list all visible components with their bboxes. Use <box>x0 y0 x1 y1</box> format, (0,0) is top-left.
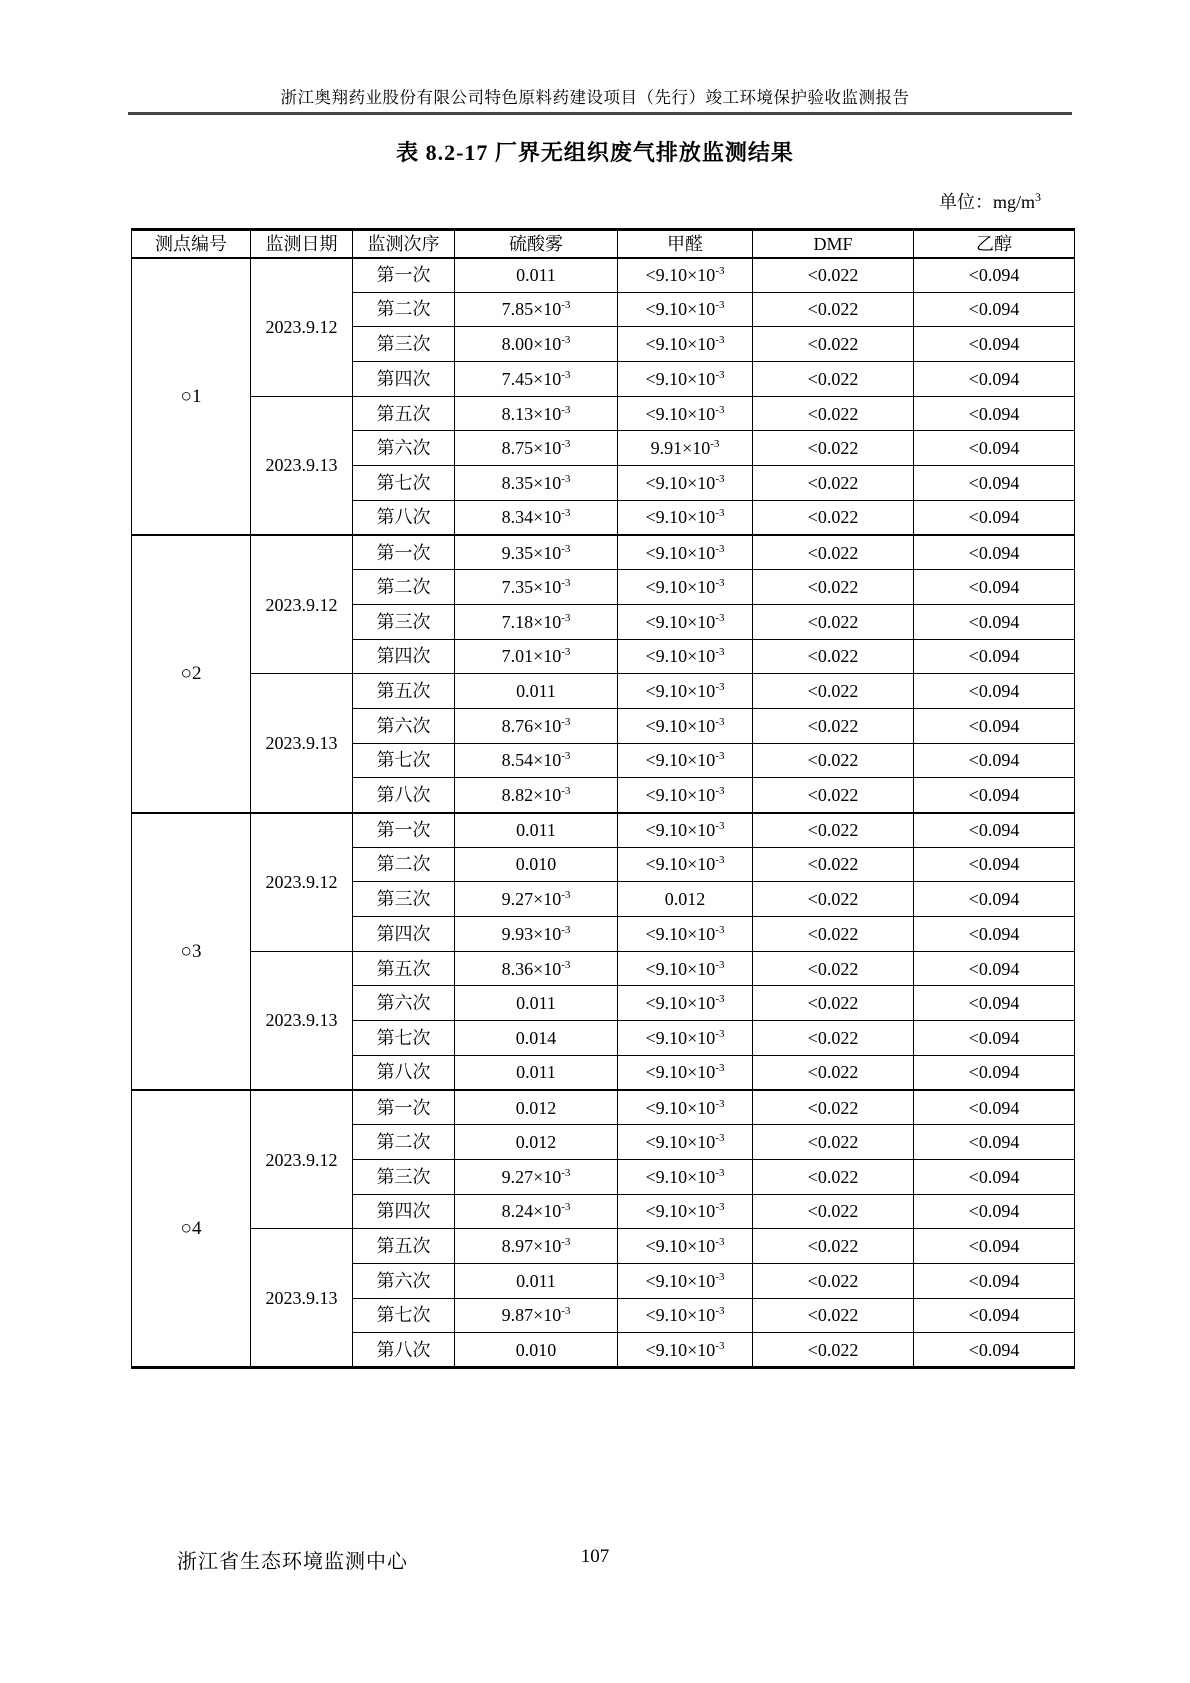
cell-sequence: 第八次 <box>353 1055 455 1090</box>
cell-value: $<9.10\times 10^{-3}$ <box>618 1298 753 1333</box>
cell-value: <0.022 <box>753 882 914 917</box>
cell-value: $7.01\times 10^{-3}$ <box>455 639 618 674</box>
cell-value: 0.011 <box>455 674 618 709</box>
cell-sequence: 第二次 <box>353 292 455 327</box>
cell-value: $<9.10\times 10^{-3}$ <box>618 1194 753 1229</box>
cell-value: $8.35\times 10^{-3}$ <box>455 466 618 501</box>
cell-value: $<9.10\times 10^{-3}$ <box>618 813 753 848</box>
cell-value: <0.022 <box>753 1298 914 1333</box>
cell-value: <0.094 <box>914 1298 1075 1333</box>
cell-sequence: 第五次 <box>353 1229 455 1264</box>
table-row <box>132 813 1075 848</box>
footer-org: 浙江省生态环境监测中心 <box>177 1551 408 1573</box>
cell-point-id: ○2 <box>132 535 251 813</box>
cell-value: <0.022 <box>753 743 914 778</box>
cell-value: $<9.10\times 10^{-3}$ <box>618 1229 753 1264</box>
cell-value: <0.022 <box>753 292 914 327</box>
cell-value: $<9.10\times 10^{-3}$ <box>618 362 753 397</box>
cell-value: <0.094 <box>914 1055 1075 1090</box>
cell-sequence: 第七次 <box>353 1298 455 1333</box>
cell-value: <0.094 <box>914 1125 1075 1160</box>
cell-value: $8.24\times 10^{-3}$ <box>455 1194 618 1229</box>
cell-sequence: 第二次 <box>353 847 455 882</box>
cell-value: <0.022 <box>753 1159 914 1194</box>
cell-value: $<9.10\times 10^{-3}$ <box>618 500 753 535</box>
cell-value: $<9.10\times 10^{-3}$ <box>618 847 753 882</box>
cell-value: $<9.10\times 10^{-3}$ <box>618 1021 753 1056</box>
cell-point-id: ○3 <box>132 813 251 1091</box>
column-header-formaldehyde: 甲醛 <box>618 230 753 258</box>
cell-value: <0.094 <box>914 708 1075 743</box>
cell-value: <0.094 <box>914 813 1075 848</box>
cell-sequence: 第三次 <box>353 1159 455 1194</box>
cell-sequence: 第一次 <box>353 1090 455 1125</box>
cell-value: $<9.10\times 10^{-3}$ <box>618 639 753 674</box>
cell-value: <0.094 <box>914 951 1075 986</box>
cell-point-id: ○1 <box>132 258 251 536</box>
table-row <box>132 951 1075 986</box>
cell-value: $<9.10\times 10^{-3}$ <box>618 1055 753 1090</box>
cell-value: $<9.10\times 10^{-3}$ <box>618 1263 753 1298</box>
cell-sequence: 第四次 <box>353 639 455 674</box>
header-divider <box>128 112 1072 115</box>
cell-point-id: ○4 <box>132 1090 251 1368</box>
cell-value: 0.014 <box>455 1021 618 1056</box>
cell-value: <0.022 <box>753 431 914 466</box>
cell-sequence: 第六次 <box>353 1263 455 1298</box>
cell-value: $8.36\times 10^{-3}$ <box>455 951 618 986</box>
table-row <box>132 258 1075 293</box>
cell-value: <0.094 <box>914 1090 1075 1125</box>
cell-value: $<9.10\times 10^{-3}$ <box>618 674 753 709</box>
cell-date: 2023.9.13 <box>251 1229 353 1368</box>
cell-sequence: 第二次 <box>353 1125 455 1160</box>
table-row <box>132 1090 1075 1125</box>
cell-value: <0.094 <box>914 431 1075 466</box>
cell-value: <0.022 <box>753 327 914 362</box>
cell-sequence: 第六次 <box>353 708 455 743</box>
column-header-sequence: 监测次序 <box>353 230 455 258</box>
cell-value: $9.27\times 10^{-3}$ <box>455 882 618 917</box>
cell-sequence: 第五次 <box>353 396 455 431</box>
cell-value: <0.094 <box>914 292 1075 327</box>
cell-value: $<9.10\times 10^{-3}$ <box>618 292 753 327</box>
cell-value: <0.094 <box>914 743 1075 778</box>
column-header-ethanol: 乙醇 <box>914 230 1075 258</box>
cell-value: $9.27\times 10^{-3}$ <box>455 1159 618 1194</box>
cell-value: <0.094 <box>914 882 1075 917</box>
cell-value: $<9.10\times 10^{-3}$ <box>618 778 753 813</box>
cell-sequence: 第七次 <box>353 1021 455 1056</box>
cell-value: 0.011 <box>455 986 618 1021</box>
cell-value: <0.022 <box>753 1229 914 1264</box>
cell-sequence: 第三次 <box>353 604 455 639</box>
cell-value: $8.75\times 10^{-3}$ <box>455 431 618 466</box>
cell-sequence: 第五次 <box>353 674 455 709</box>
cell-value: <0.094 <box>914 986 1075 1021</box>
table-row <box>132 674 1075 709</box>
cell-value: <0.022 <box>753 986 914 1021</box>
cell-value: <0.022 <box>753 1194 914 1229</box>
cell-value: <0.022 <box>753 1055 914 1090</box>
cell-value: <0.094 <box>914 917 1075 952</box>
cell-value: $<9.10\times 10^{-3}$ <box>618 570 753 605</box>
cell-value: <0.094 <box>914 1021 1075 1056</box>
unit-label: 单位：$mg/m^3$ <box>938 190 1041 212</box>
cell-value: $8.82\times 10^{-3}$ <box>455 778 618 813</box>
page-header: 浙江奥翔药业股份有限公司特色原料药建设项目（先行）竣工环境保护验收监测报告 <box>280 88 910 107</box>
cell-value: $<9.10\times 10^{-3}$ <box>618 708 753 743</box>
cell-value: $7.35\times 10^{-3}$ <box>455 570 618 605</box>
cell-value: <0.094 <box>914 466 1075 501</box>
cell-value: $7.18\times 10^{-3}$ <box>455 604 618 639</box>
cell-value: $9.87\times 10^{-3}$ <box>455 1298 618 1333</box>
cell-value: <0.022 <box>753 604 914 639</box>
cell-value: <0.094 <box>914 674 1075 709</box>
cell-value: <0.094 <box>914 604 1075 639</box>
cell-value: 0.011 <box>455 813 618 848</box>
cell-date: 2023.9.12 <box>251 1090 353 1229</box>
cell-value: $8.54\times 10^{-3}$ <box>455 743 618 778</box>
cell-value: $<9.10\times 10^{-3}$ <box>618 917 753 952</box>
cell-sequence: 第八次 <box>353 1333 455 1368</box>
cell-value: <0.022 <box>753 708 914 743</box>
cell-value: <0.022 <box>753 847 914 882</box>
cell-value: <0.094 <box>914 500 1075 535</box>
cell-value: $<9.10\times 10^{-3}$ <box>618 258 753 293</box>
cell-sequence: 第四次 <box>353 917 455 952</box>
cell-value: $8.76\times 10^{-3}$ <box>455 708 618 743</box>
cell-value: <0.022 <box>753 396 914 431</box>
cell-value: <0.022 <box>753 258 914 293</box>
cell-value: <0.022 <box>753 1263 914 1298</box>
cell-value: <0.094 <box>914 1194 1075 1229</box>
cell-value: <0.094 <box>914 847 1075 882</box>
cell-value: <0.022 <box>753 570 914 605</box>
cell-date: 2023.9.12 <box>251 813 353 952</box>
cell-value: <0.022 <box>753 362 914 397</box>
cell-sequence: 第四次 <box>353 1194 455 1229</box>
cell-value: <0.094 <box>914 1159 1075 1194</box>
cell-sequence: 第三次 <box>353 327 455 362</box>
cell-sequence: 第八次 <box>353 778 455 813</box>
cell-value: <0.022 <box>753 674 914 709</box>
cell-value: $9.35\times 10^{-3}$ <box>455 535 618 570</box>
table-row <box>132 535 1075 570</box>
column-header-date: 监测日期 <box>251 230 353 258</box>
cell-date: 2023.9.12 <box>251 535 353 674</box>
cell-value: <0.022 <box>753 951 914 986</box>
cell-value: $<9.10\times 10^{-3}$ <box>618 743 753 778</box>
cell-value: $8.97\times 10^{-3}$ <box>455 1229 618 1264</box>
cell-value: <0.022 <box>753 813 914 848</box>
cell-value: <0.094 <box>914 778 1075 813</box>
cell-value: 0.011 <box>455 1263 618 1298</box>
cell-value: 0.012 <box>455 1090 618 1125</box>
cell-value: 0.011 <box>455 258 618 293</box>
page-number: 107 <box>580 1546 610 1567</box>
cell-date: 2023.9.13 <box>251 951 353 1090</box>
cell-value: <0.022 <box>753 917 914 952</box>
cell-value: $<9.10\times 10^{-3}$ <box>618 951 753 986</box>
cell-value: <0.022 <box>753 639 914 674</box>
cell-value: 0.012 <box>618 882 753 917</box>
cell-value: $8.13\times 10^{-3}$ <box>455 396 618 431</box>
cell-value: <0.094 <box>914 570 1075 605</box>
cell-sequence: 第一次 <box>353 258 455 293</box>
cell-value: <0.094 <box>914 535 1075 570</box>
cell-value: <0.022 <box>753 535 914 570</box>
column-header-dmf: DMF <box>753 230 914 258</box>
cell-value: $<9.10\times 10^{-3}$ <box>618 1333 753 1368</box>
cell-sequence: 第五次 <box>353 951 455 986</box>
cell-value: $<9.10\times 10^{-3}$ <box>618 327 753 362</box>
table-title: 表 8.2-17 厂界无组织废气排放监测结果 <box>396 140 794 165</box>
cell-value: 0.010 <box>455 1333 618 1368</box>
cell-value: $<9.10\times 10^{-3}$ <box>618 1125 753 1160</box>
cell-value: 0.010 <box>455 847 618 882</box>
cell-value: $9.93\times 10^{-3}$ <box>455 917 618 952</box>
cell-sequence: 第六次 <box>353 986 455 1021</box>
cell-value: 0.012 <box>455 1125 618 1160</box>
cell-value: 0.011 <box>455 1055 618 1090</box>
cell-value: <0.094 <box>914 1229 1075 1264</box>
cell-value: <0.094 <box>914 327 1075 362</box>
cell-value: $9.91\times 10^{-3}$ <box>618 431 753 466</box>
table-header-row <box>132 230 1075 258</box>
cell-sequence: 第一次 <box>353 813 455 848</box>
cell-date: 2023.9.13 <box>251 674 353 813</box>
cell-date: 2023.9.13 <box>251 396 353 535</box>
cell-sequence: 第三次 <box>353 882 455 917</box>
table-row <box>132 396 1075 431</box>
cell-value: <0.022 <box>753 1125 914 1160</box>
cell-value: $<9.10\times 10^{-3}$ <box>618 1159 753 1194</box>
cell-sequence: 第四次 <box>353 362 455 397</box>
cell-sequence: 第二次 <box>353 570 455 605</box>
cell-value: <0.022 <box>753 500 914 535</box>
cell-value: <0.022 <box>753 1090 914 1125</box>
cell-sequence: 第八次 <box>353 500 455 535</box>
cell-sequence: 第一次 <box>353 535 455 570</box>
cell-value: <0.094 <box>914 1263 1075 1298</box>
cell-value: $<9.10\times 10^{-3}$ <box>618 466 753 501</box>
table-body <box>132 258 1075 1368</box>
cell-sequence: 第七次 <box>353 743 455 778</box>
cell-value: $<9.10\times 10^{-3}$ <box>618 396 753 431</box>
cell-value: <0.094 <box>914 639 1075 674</box>
cell-value: <0.022 <box>753 1333 914 1368</box>
cell-value: $<9.10\times 10^{-3}$ <box>618 1090 753 1125</box>
table-row <box>132 1229 1075 1264</box>
cell-date: 2023.9.12 <box>251 258 353 397</box>
cell-value: <0.022 <box>753 466 914 501</box>
cell-value: $<9.10\times 10^{-3}$ <box>618 535 753 570</box>
cell-value: $8.00\times 10^{-3}$ <box>455 327 618 362</box>
cell-value: $8.34\times 10^{-3}$ <box>455 500 618 535</box>
cell-value: <0.094 <box>914 396 1075 431</box>
cell-value: $7.85\times 10^{-3}$ <box>455 292 618 327</box>
column-header-sulfuric-acid-mist: 硫酸雾 <box>455 230 618 258</box>
column-header-point-id: 测点编号 <box>132 230 251 258</box>
cell-value: <0.094 <box>914 258 1075 293</box>
cell-value: $7.45\times 10^{-3}$ <box>455 362 618 397</box>
monitoring-table <box>131 228 1075 1369</box>
cell-sequence: 第六次 <box>353 431 455 466</box>
cell-value: $<9.10\times 10^{-3}$ <box>618 604 753 639</box>
cell-sequence: 第七次 <box>353 466 455 501</box>
cell-value: <0.094 <box>914 1333 1075 1368</box>
cell-value: <0.094 <box>914 362 1075 397</box>
cell-value: $<9.10\times 10^{-3}$ <box>618 986 753 1021</box>
cell-value: <0.022 <box>753 778 914 813</box>
cell-value: <0.022 <box>753 1021 914 1056</box>
